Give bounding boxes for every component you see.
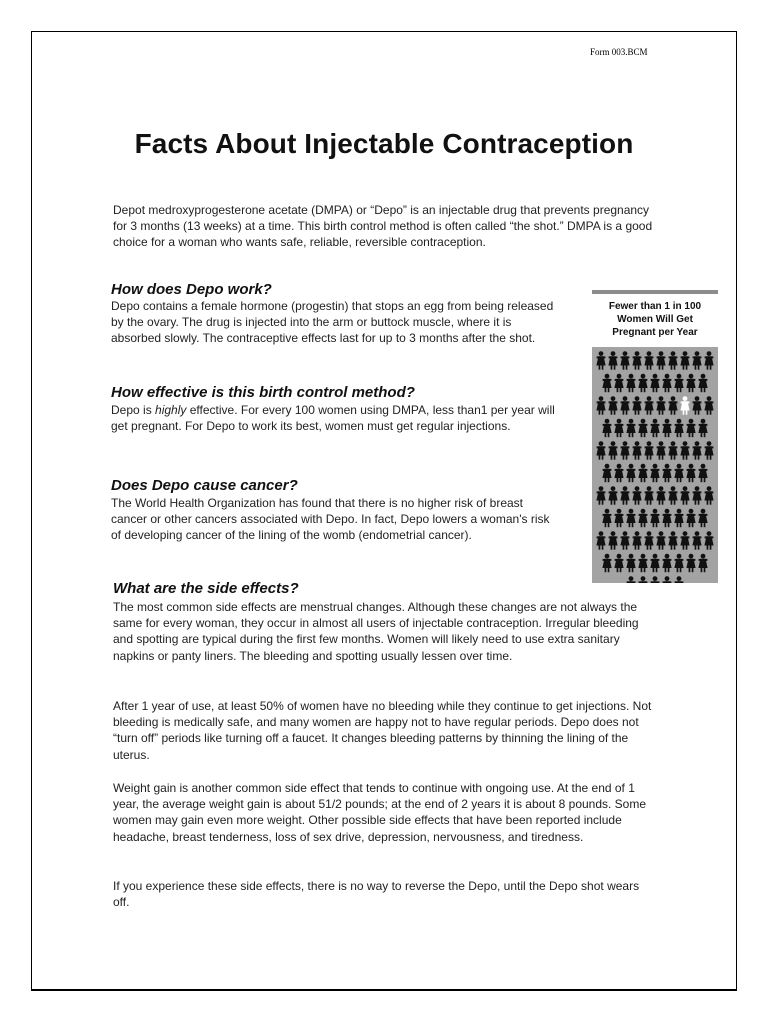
- woman-figure: [632, 396, 641, 415]
- woman-figure: [704, 531, 713, 550]
- section-heading-how-it-works: How does Depo work?: [111, 281, 272, 298]
- woman-figure: [680, 486, 689, 505]
- woman-figure: [692, 351, 701, 370]
- woman-figure: [656, 531, 665, 550]
- woman-figure: [686, 509, 695, 528]
- woman-figure: [602, 554, 611, 573]
- woman-figure: [680, 441, 689, 460]
- woman-figure: [620, 486, 629, 505]
- intro-paragraph: Depot medroxyprogesterone acetate (DMPA) or “Depo” is an injectable drug that prevents pregnancy for 3 months (13 weeks) at a time. This birth control method is often called “the shot.” DMPA is a good choice for a woman who wants safe, reliable, reversible contraception.: [113, 203, 653, 250]
- woman-figure: [626, 464, 635, 483]
- woman-figure: [650, 464, 659, 483]
- woman-figure: [602, 374, 611, 393]
- text-run: Depo is: [111, 403, 156, 417]
- woman-figure: [680, 531, 689, 550]
- woman-figure: [644, 531, 653, 550]
- woman-figure: [650, 374, 659, 393]
- woman-figure: [620, 531, 629, 550]
- woman-figure: [668, 486, 677, 505]
- woman-figure: [626, 509, 635, 528]
- woman-figure: [656, 486, 665, 505]
- woman-figure: [632, 441, 641, 460]
- woman-figure: [692, 531, 701, 550]
- woman-figure: [614, 374, 623, 393]
- women-figure-grid: [592, 347, 718, 583]
- woman-figure: [662, 419, 671, 438]
- woman-figure: [650, 554, 659, 573]
- woman-figure: [656, 441, 665, 460]
- woman-figure: [686, 554, 695, 573]
- woman-figure: [686, 464, 695, 483]
- woman-figure: [638, 374, 647, 393]
- woman-figure: [686, 374, 695, 393]
- woman-figure: [596, 351, 605, 370]
- woman-figure: [644, 441, 653, 460]
- woman-figure: [638, 464, 647, 483]
- woman-figure: [626, 374, 635, 393]
- woman-figure: [674, 374, 683, 393]
- woman-figure: [674, 576, 683, 583]
- sidebar-top-bar: [592, 290, 718, 294]
- section-heading-cancer: Does Depo cause cancer?: [111, 477, 298, 494]
- woman-figure: [668, 441, 677, 460]
- woman-figure: [692, 441, 701, 460]
- woman-figure: [698, 554, 707, 573]
- effectiveness-sidebar: [592, 290, 718, 583]
- woman-figure: [608, 441, 617, 460]
- woman-figure: [698, 419, 707, 438]
- woman-figure: [626, 554, 635, 573]
- woman-figure: [662, 576, 671, 583]
- emphasis-text: highly: [155, 403, 187, 417]
- woman-figure: [668, 531, 677, 550]
- woman-figure: [614, 464, 623, 483]
- woman-figure: [668, 351, 677, 370]
- woman-figure: [644, 351, 653, 370]
- section-paragraph-effectiveness: [111, 402, 561, 434]
- woman-figure: [596, 486, 605, 505]
- woman-figure: [704, 351, 713, 370]
- section-paragraph-cancer: The World Health Organization has found that there is no higher risk of breast cancer or other cancers associated with Depo. In fact, Depo lowers a woman's risk of developing cancer of the lining of the womb (endometrial cancer).: [111, 496, 550, 543]
- woman-figure: [698, 509, 707, 528]
- form-id: Form 003.BCM: [590, 47, 648, 57]
- caption-line: Pregnant per Year: [612, 327, 698, 338]
- woman-figure: [656, 351, 665, 370]
- woman-figure: [596, 441, 605, 460]
- woman-figure: [608, 351, 617, 370]
- side-effects-paragraph-3: Weight gain is another common side effect that tends to continue with ongoing use. At the end of 1 year, the average weight gain is about 51/2 pounds; at the end of 2 years it is about 8 pounds. Some women may gain even more weight. Other possible side effects that have been reported include headache, breast tenderness, loss of sex drive, depression, nervousness, and tiredness.: [113, 781, 647, 844]
- woman-figure: [596, 396, 605, 415]
- section-paragraph-how-it-works: Depo contains a female hormone (progestin) that stops an egg from being released by the ovary. The drug is injected into the arm or buttock muscle, where it is absorbed slowly. The contraceptive effects last for up to 3 months after the shot.: [111, 299, 554, 346]
- text-run: effective. For every 100 women using DMPA, less than1 per year will get pregnant. For Depo to work its best, women must get regular injections.: [111, 403, 555, 434]
- side-effects-paragraph-1: The most common side effects are menstrual changes. Although these changes are not always the same for every woman, they occur in almost all users of injectable contraception. Irregular bleeding and spotting are typical during the first few months. Women will likely need to use extra sanitary napkins or panty liners. The bleeding and spotting usually lessen over time.: [113, 600, 639, 663]
- woman-figure: [602, 464, 611, 483]
- woman-figure: [608, 531, 617, 550]
- caption-line: Women Will Get: [617, 314, 693, 325]
- woman-figure: [656, 396, 665, 415]
- woman-figure: [644, 486, 653, 505]
- woman-figure: [596, 531, 605, 550]
- woman-figure: [662, 374, 671, 393]
- woman-figure: [620, 351, 629, 370]
- woman-figure: [638, 509, 647, 528]
- side-effects-paragraph-2: After 1 year of use, at least 50% of women have no bleeding while they continue to get injections. Not bleeding is medically safe, and many women are happy not to have regular periods. Depo does not “turn off” periods like turning off a faucet. It changes bleeding patterns by thinning the lining of the uterus.: [113, 699, 652, 762]
- woman-figure: [674, 554, 683, 573]
- woman-figure: [650, 419, 659, 438]
- woman-figure: [674, 419, 683, 438]
- woman-figure: [704, 486, 713, 505]
- woman-figure: [662, 509, 671, 528]
- page-title: Facts About Injectable Contraception: [134, 128, 634, 159]
- woman-figure: [602, 509, 611, 528]
- woman-figure: [614, 509, 623, 528]
- woman-figure: [608, 396, 617, 415]
- side-effects-paragraph-4: If you experience these side effects, there is no way to reverse the Depo, until the Depo shot wears off.: [113, 879, 640, 910]
- woman-figure: [662, 464, 671, 483]
- woman-figure: [686, 419, 695, 438]
- woman-figure: [644, 396, 653, 415]
- woman-figure: [698, 464, 707, 483]
- woman-figure: [632, 531, 641, 550]
- woman-figure: [692, 486, 701, 505]
- woman-figure: [674, 464, 683, 483]
- woman-figure: [620, 441, 629, 460]
- woman-figure: [626, 419, 635, 438]
- woman-figure: [632, 351, 641, 370]
- woman-figure: [680, 351, 689, 370]
- woman-figure: [698, 374, 707, 393]
- woman-figure: [650, 576, 659, 583]
- woman-figure: [704, 441, 713, 460]
- woman-figure: [650, 509, 659, 528]
- woman-figure: [620, 396, 629, 415]
- woman-figure: [626, 576, 635, 583]
- woman-figure: [638, 554, 647, 573]
- woman-figure: [638, 419, 647, 438]
- woman-figure: [692, 396, 701, 415]
- woman-figure: [602, 419, 611, 438]
- woman-figure: [638, 576, 647, 583]
- section-heading-side-effects: What are the side effects?: [113, 580, 299, 597]
- sidebar-caption: [592, 300, 718, 339]
- pregnant-woman-figure: [680, 396, 689, 415]
- woman-figure: [668, 396, 677, 415]
- women-figure-grid-svg: [592, 347, 718, 583]
- woman-figure: [632, 486, 641, 505]
- woman-figure: [704, 396, 713, 415]
- woman-figure: [614, 554, 623, 573]
- woman-figure: [614, 419, 623, 438]
- woman-figure: [662, 554, 671, 573]
- caption-line: Fewer than 1 in 100: [608, 301, 702, 312]
- woman-figure: [608, 486, 617, 505]
- woman-figure: [674, 509, 683, 528]
- section-heading-effectiveness: How effective is this birth control method?: [111, 384, 415, 401]
